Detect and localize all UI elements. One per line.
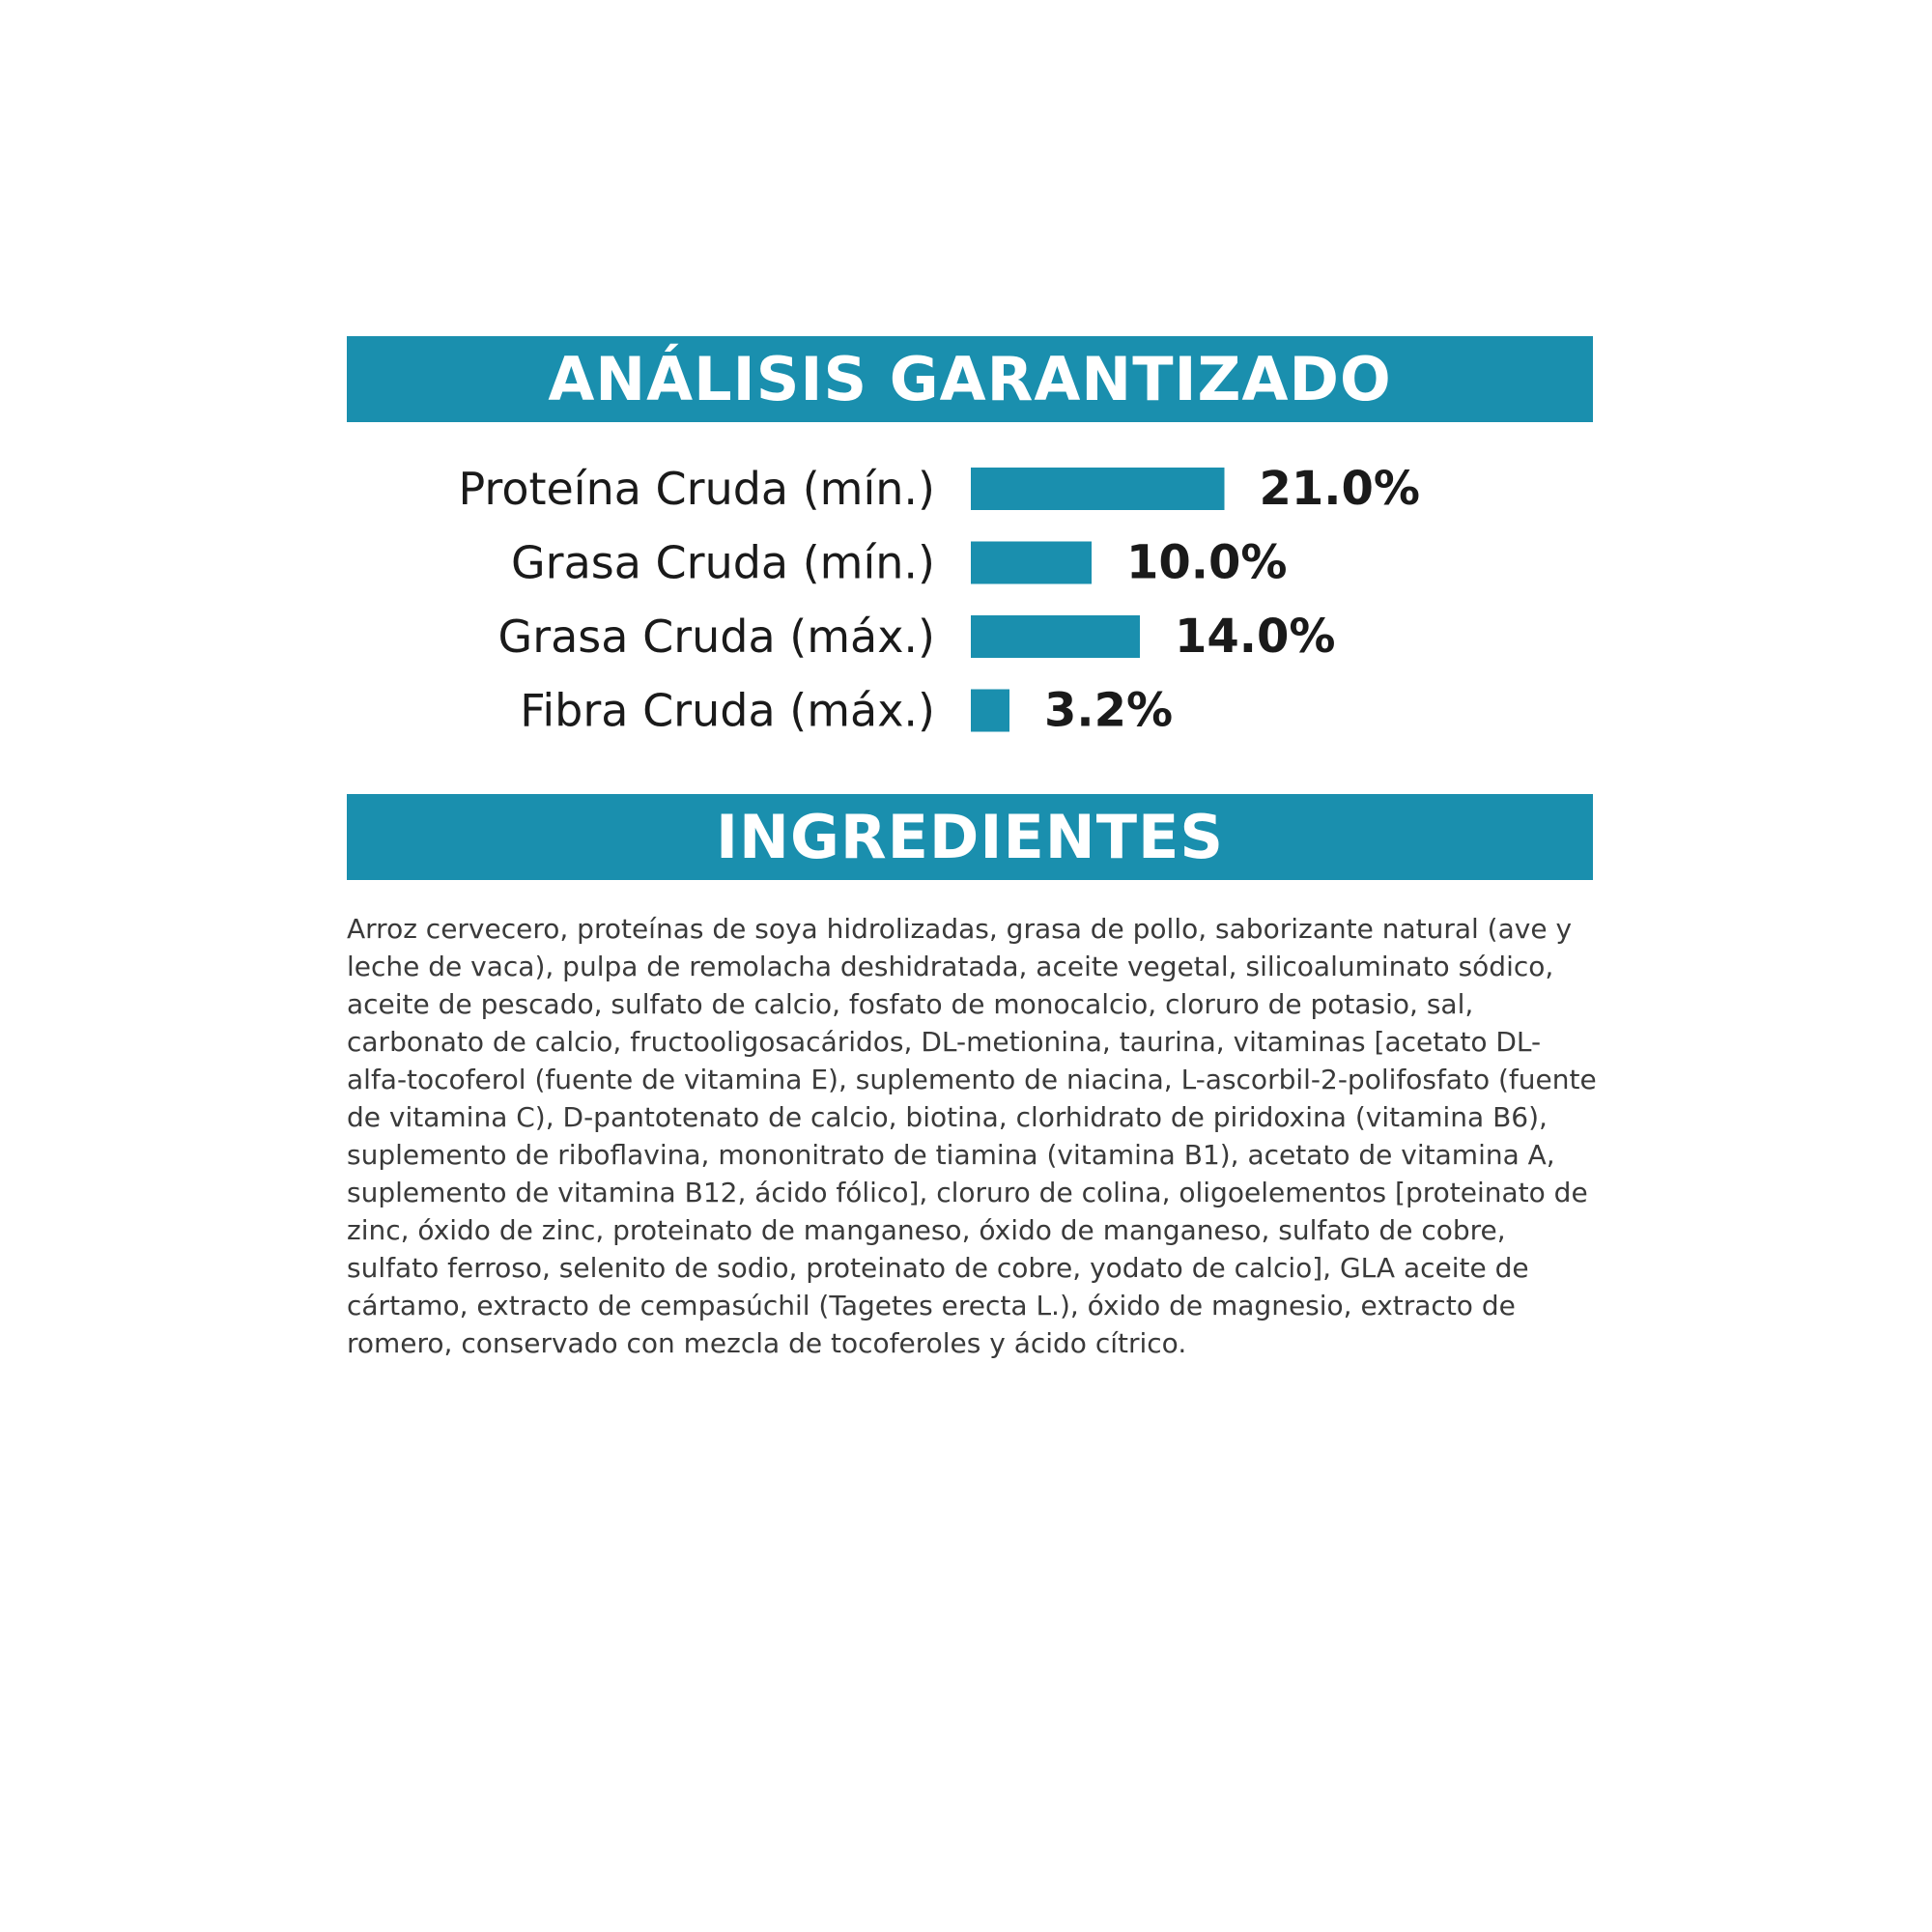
ingredients-title: INGREDIENTES <box>715 801 1224 872</box>
bar-label: Fibra Cruda (máx.) <box>520 684 935 737</box>
bar <box>971 615 1140 658</box>
bar <box>971 468 1225 510</box>
bar-label: Grasa Cruda (máx.) <box>497 611 935 663</box>
analysis-title: ANÁLISIS GARANTIZADO <box>548 343 1392 414</box>
bar-value-label: 3.2% <box>1044 683 1174 738</box>
bar <box>971 690 1009 732</box>
bar-value-label: 10.0% <box>1126 535 1288 590</box>
bar <box>971 542 1092 584</box>
bar-value-label: 21.0% <box>1259 462 1421 516</box>
ingredients-text: Arroz cervecero, proteínas de soya hidrolizadas, grasa de pollo, saborizante natural (ave y leche de vaca), pulpa de remolacha deshidratada, aceite vegetal, silicoaluminato sódico, aceite de pescado, sulfato de calcio, fosfato de monocalcio, cloruro de potasio, sal, carbonato de calcio, fructooligosacáridos, DL-metionina, taurina, vitaminas [acetato DL-alfa-tocoferol (fuente de vitamina E), suplemento de niacina, L-ascorbil-2-polifosfato (fuente de vitamina C), D-pantotenato de calcio, biotina, clorhidrato de piridoxina (vitamina B6), suplemento de riboflavina, mononitrato de tiamina (vitamina B1), acetato de vitamina A, suplemento de vitamina B12, ácido fólico], cloruro de colina, oligoelementos [proteinato de zinc, óxido de zinc, proteinato de manganeso, óxido de manganeso, sulfato de cobre, sulfato ferroso, selenito de sodio, proteinato de cobre, yodato de calcio], GLA aceite de cártamo, extracto de cempasúchil (Tagetes erecta L.), óxido de magnesio, extracto de romero, conservado con mezcla de tocoferoles y ácido cítrico. <box>347 913 1597 1359</box>
bar-label: Proteína Cruda (mín.) <box>458 463 935 515</box>
ingredients-header <box>347 794 1593 880</box>
bar-label: Grasa Cruda (mín.) <box>511 536 935 589</box>
analysis-header <box>347 336 1593 422</box>
bar-value-label: 14.0% <box>1175 610 1336 664</box>
